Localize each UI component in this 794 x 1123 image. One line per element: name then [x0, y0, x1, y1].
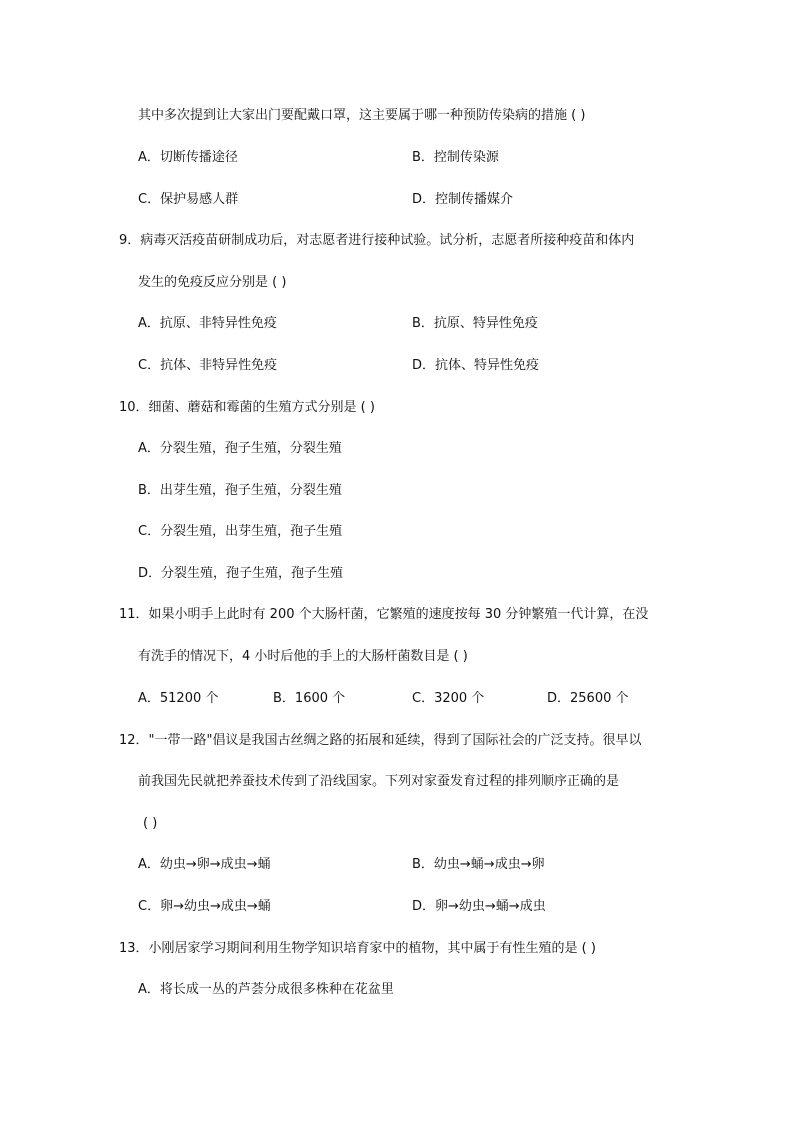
q12-option-c: C．卵→幼虫→成虫→蛹 — [138, 899, 271, 914]
q12-option-b: B．幼虫→蛹→成虫→卵 — [412, 857, 545, 872]
q12-stem-line2: 前我国先民就把养蚕技术传到了沿线国家。下列对家蚕发育过程的排列顺序正确的是 — [138, 774, 620, 789]
q11-option-b: B．1600 个 — [273, 691, 346, 706]
q11-option-c: C．3200 个 — [412, 691, 485, 706]
q9-option-c: C．抗体、非特异性免疫 — [138, 358, 278, 373]
q9-option-d: D．抗体、特异性免疫 — [412, 358, 540, 373]
q10-option-c: C．分裂生殖，出芽生殖，孢子生殖 — [138, 524, 343, 539]
q10-option-a: A．分裂生殖，孢子生殖，分裂生殖 — [138, 441, 342, 456]
q8-continuation: 其中多次提到让大家出门要配戴口罩，这主要属于哪一种预防传染病的措施 ( ) — [138, 108, 586, 123]
q13-option-a: A．将长成一丛的芦荟分成很多株种在花盆里 — [138, 982, 394, 997]
q8-option-b: B．控制传染源 — [412, 150, 499, 165]
q11-option-d: D．25600 个 — [547, 691, 629, 706]
q12-stem-line1: 12．"一带一路"倡议是我国古丝绸之路的拓展和延续，得到了国际社会的广泛支持。很早以 — [119, 733, 642, 748]
q10-option-b: B．出芽生殖，孢子生殖，分裂生殖 — [138, 483, 342, 498]
q8-option-c: C．保护易感人群 — [138, 192, 239, 207]
q9-stem-line1: 9．病毒灭活疫苗研制成功后，对志愿者进行接种试验。试分析，志愿者所接种疫苗和体内 — [119, 233, 635, 248]
q8-option-d: D．控制传播媒介 — [412, 192, 514, 207]
q10-stem: 10．细菌、蘑菇和霉菌的生殖方式分别是 ( ) — [119, 400, 375, 415]
q8-option-a: A．切断传播途径 — [138, 150, 238, 165]
q13-stem: 13．小刚居家学习期间利用生物学知识培育家中的植物，其中属于有性生殖的是 ( ) — [119, 941, 596, 956]
q12-option-a: A．幼虫→卵→成虫→蛹 — [138, 857, 271, 872]
q12-option-d: D．卵→幼虫→蛹→成虫 — [412, 899, 546, 914]
q12-stem-line3: ( ) — [143, 816, 158, 831]
q9-stem-line2: 发生的免疫反应分别是 ( ) — [138, 275, 287, 290]
q11-stem-line2: 有洗手的情况下，4 小时后他的手上的大肠杆菌数目是 ( ) — [138, 649, 468, 664]
q11-stem-line1: 11．如果小明手上此时有 200 个大肠杆菌，它繁殖的速度按每 30 分钟繁殖一代计算，在没 — [119, 607, 649, 622]
q11-option-a: A．51200 个 — [138, 691, 219, 706]
q9-option-a: A．抗原、非特异性免疫 — [138, 316, 277, 331]
q10-option-d: D．分裂生殖，孢子生殖，孢子生殖 — [138, 566, 344, 581]
q9-option-b: B．抗原、特异性免疫 — [412, 316, 538, 331]
